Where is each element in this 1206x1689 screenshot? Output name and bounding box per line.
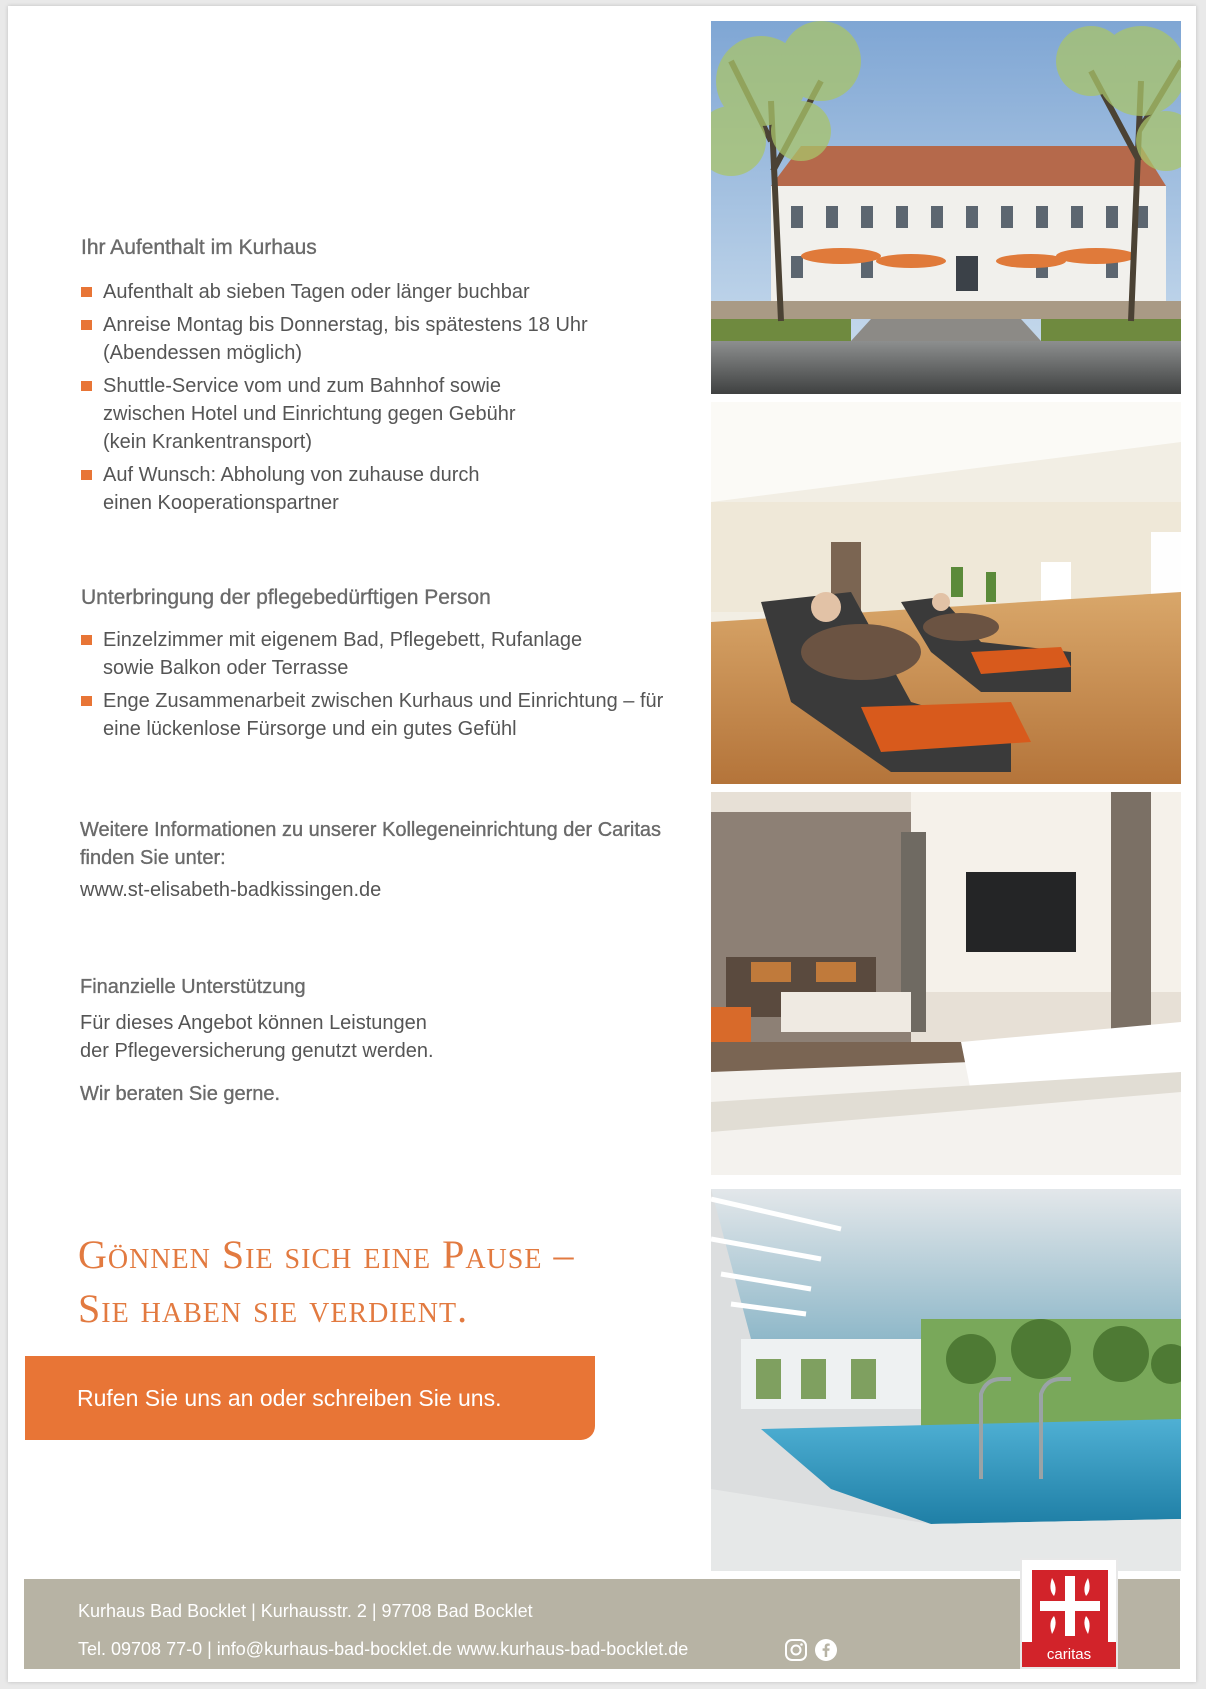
accommodation-heading: Unterbringung der pflegebedürftigen Person [81, 586, 491, 609]
bullet-icon [81, 381, 92, 391]
caritas-flame-cross-icon [1032, 1570, 1108, 1642]
stay-heading: Ihr Aufenthalt im Kurhaus [81, 236, 317, 259]
footer-contact: Tel. 09708 77-0 | info@kurhaus-bad-bocklet.de www.kurhaus-bad-bocklet.de [78, 1639, 689, 1659]
list-item: Aufenthalt ab sieben Tagen oder länger buchbar [81, 278, 681, 306]
facebook-icon[interactable] [814, 1638, 838, 1662]
relaxation-room-photo [711, 402, 1181, 784]
finance-heading: Finanzielle Unterstützung [80, 976, 306, 998]
list-item: Shuttle-Service vom und zum Bahnhof sowie zwischen Hotel und Einrichtung gegen Gebühr (kein Krankentransport) [81, 372, 553, 456]
footer-band [24, 1579, 1180, 1669]
bullet-icon [81, 470, 92, 480]
list-item: Einzelzimmer mit eigenem Bad, Pflegebett, Rufanlage sowie Balkon oder Terrasse [81, 626, 623, 682]
building-photo [711, 21, 1181, 394]
bullet-icon [81, 287, 92, 297]
accommodation-list [81, 626, 671, 748]
caritas-logo [1020, 1558, 1118, 1669]
contact-cta-button[interactable]: Rufen Sie uns an oder schreiben Sie uns. [25, 1356, 595, 1440]
brochure-page [8, 6, 1196, 1682]
bullet-icon [81, 635, 92, 645]
slogan [78, 1228, 574, 1336]
list-item: Enge Zusammenarbeit zwischen Kurhaus und Einrichtung – für eine lückenlose Fürsorge und ein gutes Gefühl [81, 687, 683, 743]
info-heading: Weitere Informationen zu unserer Kollegeneinrichtung der Caritas finden Sie unter: [80, 819, 662, 869]
partner-link[interactable]: www.st-elisabeth-badkissingen.de [80, 879, 382, 901]
caritas-wordmark: caritas [1022, 1642, 1116, 1667]
advice-text: Wir beraten Sie gerne. [80, 1083, 281, 1105]
slogan-line-2: Sie haben sie verdient. [78, 1286, 469, 1331]
footer-address: Kurhaus Bad Bocklet | Kurhausstr. 2 | 97708 Bad Bocklet [78, 1601, 533, 1621]
bullet-icon [81, 696, 92, 706]
stay-list [81, 278, 681, 522]
slogan-line-1: Gönnen Sie sich eine Pause – [78, 1232, 575, 1277]
instagram-icon[interactable] [784, 1638, 808, 1662]
list-item: Auf Wunsch: Abholung von zuhause durch einen Kooperationspartner [81, 461, 523, 517]
bullet-icon [81, 320, 92, 330]
pool-photo [711, 1189, 1181, 1571]
list-item: Anreise Montag bis Donnerstag, bis spätestens 18 Uhr (Abendessen möglich) [81, 311, 643, 367]
bedroom-photo [711, 792, 1181, 1175]
finance-text: Für dieses Angebot können Leistungen der Pflegeversicherung genutzt werden. [80, 1012, 434, 1062]
